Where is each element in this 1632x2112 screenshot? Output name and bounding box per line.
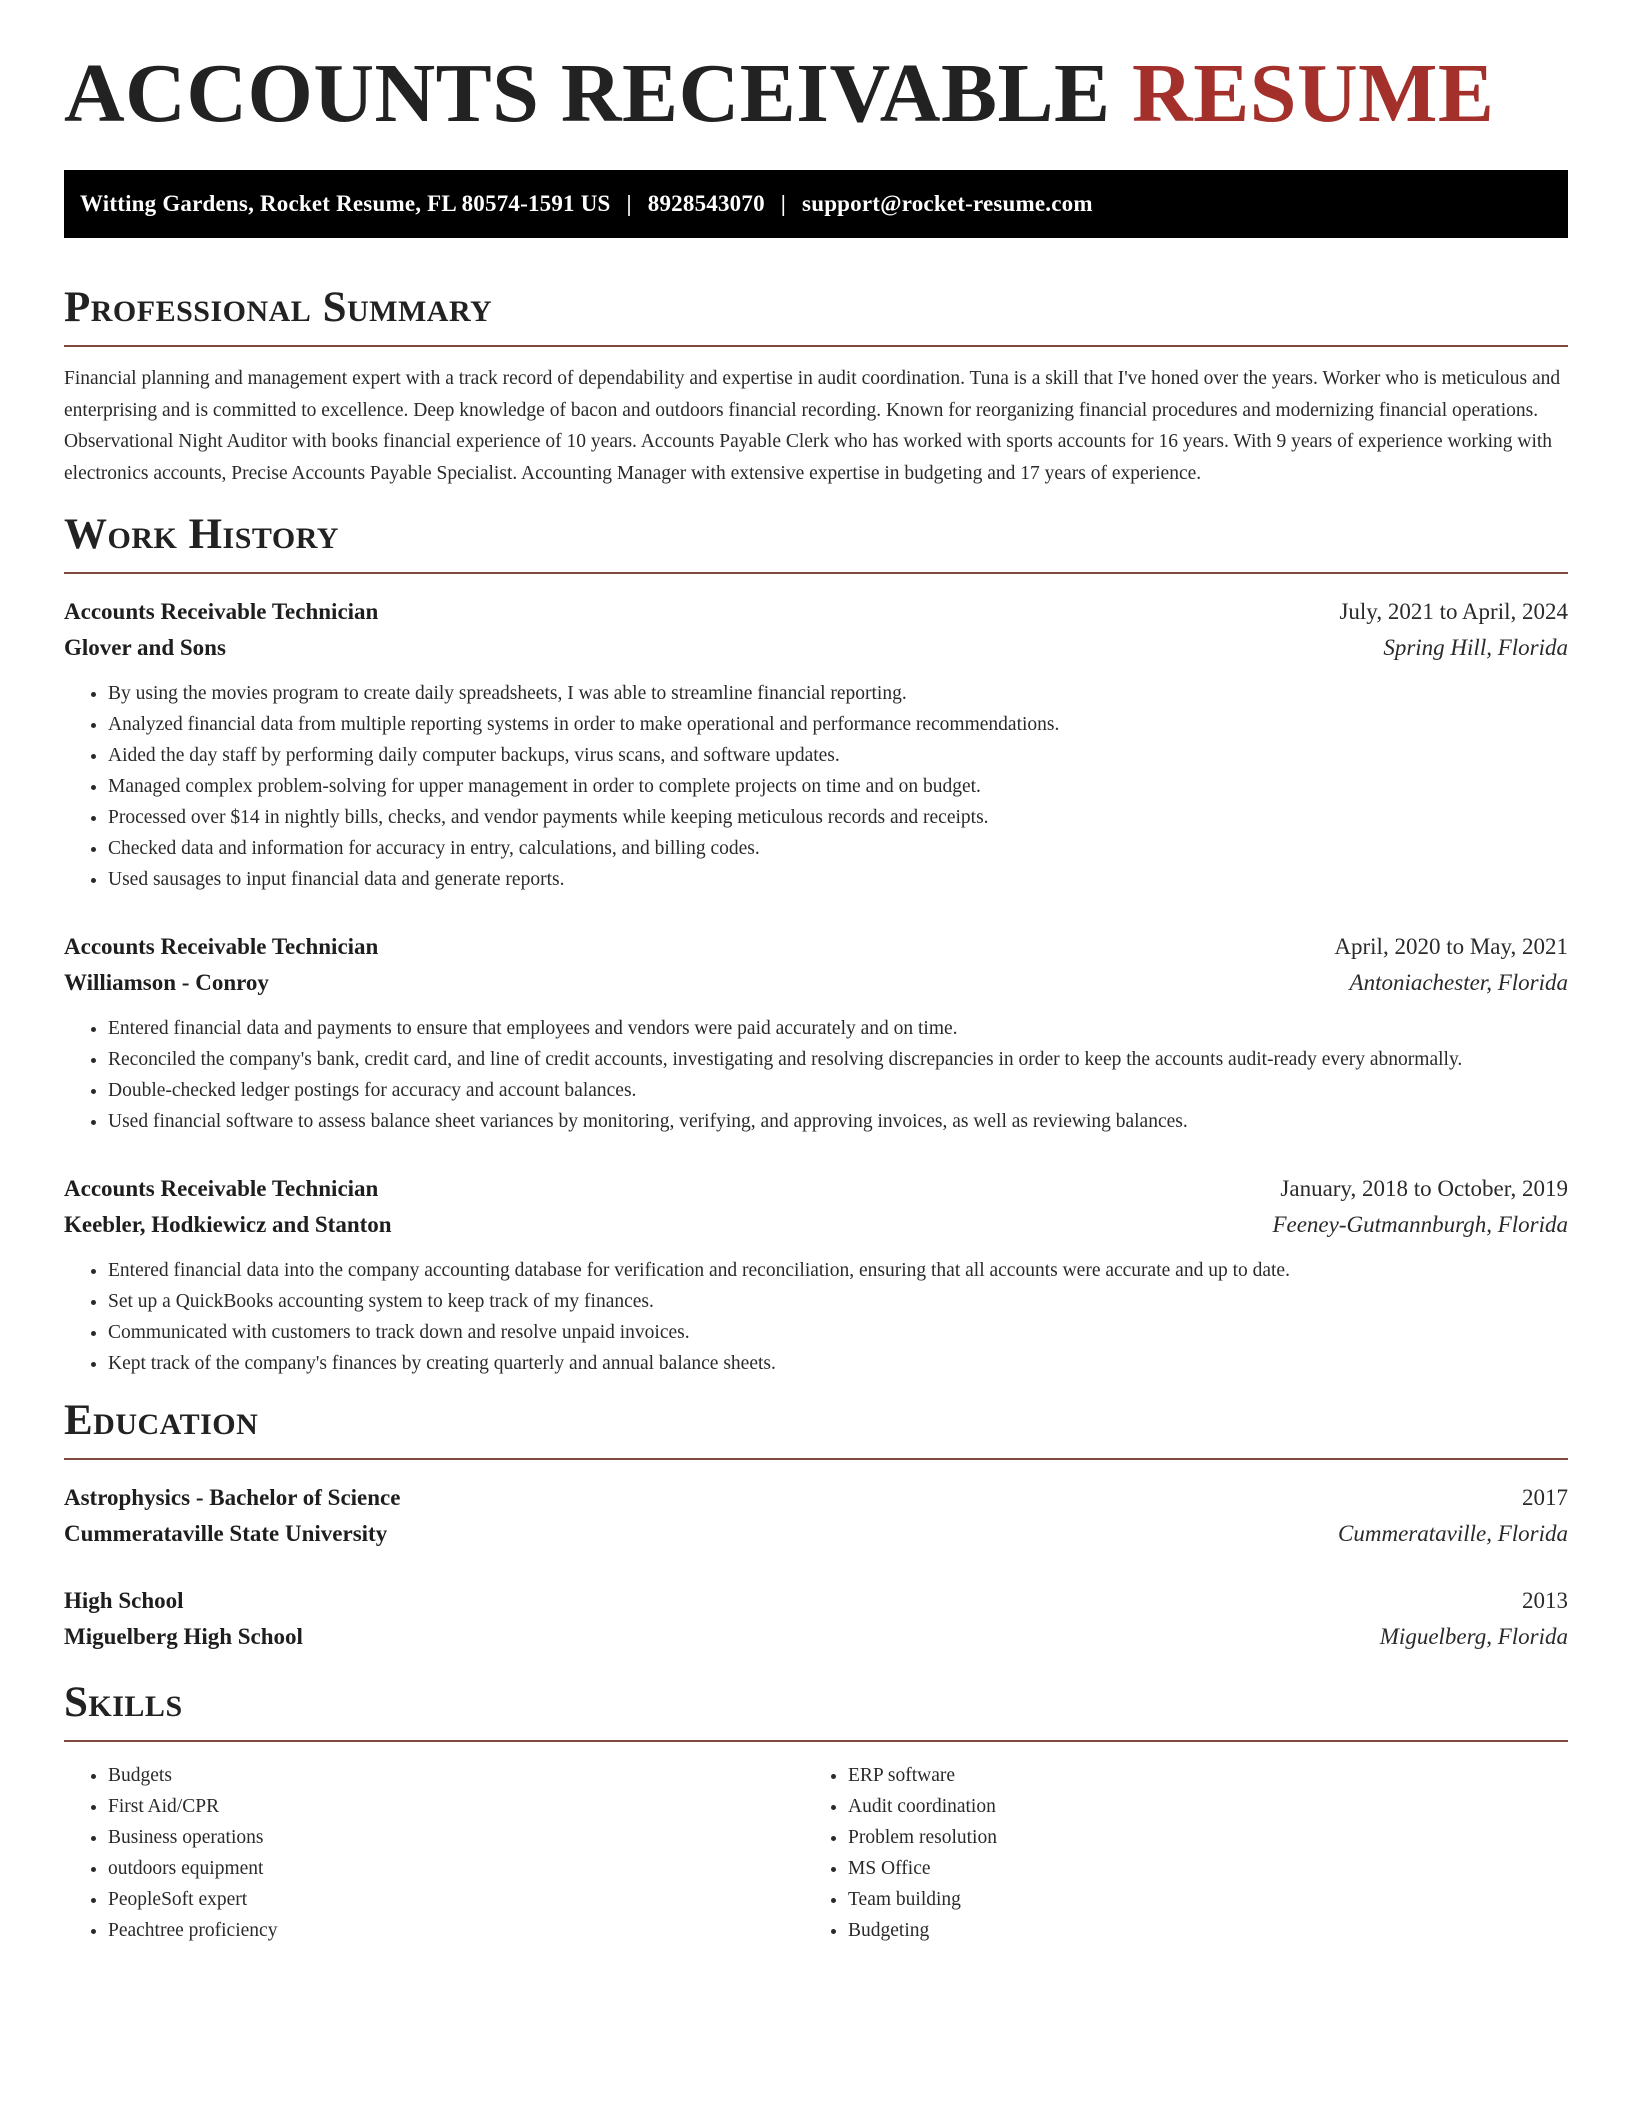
education-location: Cummerataville, Florida <box>1338 1521 1568 1546</box>
skill-item: • Business operations <box>108 1822 804 1853</box>
job-bullet: • By using the movies program to create daily spreadsheets, I was able to streamline financial reporting. <box>108 678 1568 709</box>
job-dates: January, 2018 to October, 2019 <box>1280 1176 1568 1201</box>
skills-heading: Skills <box>64 1681 1568 1742</box>
job-bullet: • Entered financial data and payments to ensure that employees and vendors were paid accurately and on time. <box>108 1013 1568 1044</box>
contact-bar <box>64 170 1568 238</box>
education-entry <box>64 1583 1568 1655</box>
job-location: Spring Hill, Florida <box>1383 635 1568 660</box>
summary-heading: Professional Summary <box>64 286 1568 347</box>
education-heading: Education <box>64 1399 1568 1460</box>
job-bullet: • Used financial software to assess balance sheet variances by monitoring, verifying, and approving invoices, as well as reviewing balances. <box>108 1106 1568 1137</box>
job-bullet: • Reconciled the company's bank, credit card, and line of credit accounts, investigating and resolving discrepancies in order to keep the accounts audit-ready every abnormally. <box>108 1044 1568 1075</box>
job-bullet: • Set up a QuickBooks accounting system to keep track of my finances. <box>108 1286 1568 1317</box>
job-entry <box>64 1171 1568 1379</box>
skill-item: • MS Office <box>848 1853 1568 1884</box>
contact-separator: | <box>626 191 632 216</box>
skill-item: • Budgeting <box>848 1915 1568 1946</box>
job-bullets <box>64 1013 1568 1137</box>
job-title: Accounts Receivable Technician <box>64 599 379 624</box>
education-school-row <box>64 1619 1568 1655</box>
job-title-row <box>64 1171 1568 1207</box>
contact-separator: | <box>780 191 787 216</box>
job-title-row <box>64 929 1568 965</box>
job-bullet: • Checked data and information for accuracy in entry, calculations, and billing codes. <box>108 833 1568 864</box>
work-history-heading: Work History <box>64 513 1568 574</box>
job-bullet: • Managed complex problem-solving for upper management in order to complete projects on time and on budget. <box>108 771 1568 802</box>
job-company-row <box>64 630 1568 666</box>
job-dates: April, 2020 to May, 2021 <box>1334 934 1568 959</box>
job-location: Feeney-Gutmannburgh, Florida <box>1272 1212 1568 1237</box>
education-location: Miguelberg, Florida <box>1379 1624 1568 1649</box>
job-entry <box>64 929 1568 1137</box>
job-bullet: • Processed over $14 in nightly bills, checks, and vendor payments while keeping meticulous records and receipts. <box>108 802 1568 833</box>
skill-item: • Team building <box>848 1884 1568 1915</box>
education-school-row <box>64 1516 1568 1552</box>
skill-item: • Peachtree proficiency <box>108 1915 804 1946</box>
skill-item: • ERP software <box>848 1760 1568 1791</box>
title-main: ACCOUNTS RECEIVABLE <box>64 47 1111 140</box>
job-company-row <box>64 1207 1568 1243</box>
skills-list <box>64 1760 1568 1946</box>
education-year: 2017 <box>1522 1485 1568 1510</box>
job-bullets <box>64 1255 1568 1379</box>
job-entry <box>64 594 1568 895</box>
job-title-row <box>64 594 1568 630</box>
skill-item: • PeopleSoft expert <box>108 1884 804 1915</box>
job-company: Williamson - Conroy <box>64 970 269 995</box>
education-school: Miguelberg High School <box>64 1624 303 1649</box>
education-degree: High School <box>64 1588 184 1613</box>
skills-column-left <box>64 1760 804 1946</box>
skill-item: • First Aid/CPR <box>108 1791 804 1822</box>
education-entry <box>64 1480 1568 1552</box>
job-company: Keebler, Hodkiewicz and Stanton <box>64 1212 392 1237</box>
resume-title <box>64 47 1568 140</box>
education-degree: Astrophysics - Bachelor of Science <box>64 1485 401 1510</box>
job-company: Glover and Sons <box>64 635 226 660</box>
job-bullet: • Communicated with customers to track down and resolve unpaid invoices. <box>108 1317 1568 1348</box>
title-accent: RESUME <box>1132 47 1495 140</box>
skill-item: • outdoors equipment <box>108 1853 804 1884</box>
skill-item: • Audit coordination <box>848 1791 1568 1822</box>
contact-address: Witting Gardens, Rocket Resume, FL 80574-1591 US <box>80 191 611 216</box>
job-title: Accounts Receivable Technician <box>64 934 379 959</box>
job-bullet: • Double-checked ledger postings for accuracy and account balances. <box>108 1075 1568 1106</box>
contact-phone: 8928543070 <box>647 191 765 216</box>
contact-email: support@rocket-resume.com <box>802 191 1093 216</box>
job-bullet: • Entered financial data into the company accounting database for verification and reconciliation, ensuring that all accounts were accurate and up to date. <box>108 1255 1568 1286</box>
education-degree-row <box>64 1583 1568 1619</box>
job-company-row <box>64 965 1568 1001</box>
job-bullet: • Used sausages to input financial data and generate reports. <box>108 864 1568 895</box>
education-degree-row <box>64 1480 1568 1516</box>
skills-column-right <box>804 1760 1568 1946</box>
job-bullet: • Analyzed financial data from multiple reporting systems in order to make operational and performance recommendations. <box>108 709 1568 740</box>
skill-item: • Budgets <box>108 1760 804 1791</box>
summary-text: Financial planning and management expert with a track record of dependability and expertise in audit coordination. Tuna is a skill that I've honed over the years. Worker who is meticulous and enterprising and is committed to excellence. Deep knowledge of bacon and outdoors financial recording. Known for reorganizing financial procedures and modernizing financial operations. Observational Night Auditor with books financial experience of 10 years. Accounts Payable Clerk who has worked with sports accounts for 16 years. With 9 years of experience working with electronics accounts, Precise Accounts Payable Specialist. Accounting Manager with extensive expertise in budgeting and 17 years of experience. <box>64 368 1561 484</box>
job-dates: July, 2021 to April, 2024 <box>1339 599 1568 624</box>
skill-item: • Problem resolution <box>848 1822 1568 1853</box>
job-bullet: • Aided the day staff by performing daily computer backups, virus scans, and software updates. <box>108 740 1568 771</box>
job-bullet: • Kept track of the company's finances by creating quarterly and annual balance sheets. <box>108 1348 1568 1379</box>
education-school: Cummerataville State University <box>64 1521 388 1546</box>
job-title: Accounts Receivable Technician <box>64 1176 379 1201</box>
job-location: Antoniachester, Florida <box>1349 970 1568 995</box>
job-bullets <box>64 678 1568 895</box>
education-year: 2013 <box>1522 1588 1568 1613</box>
